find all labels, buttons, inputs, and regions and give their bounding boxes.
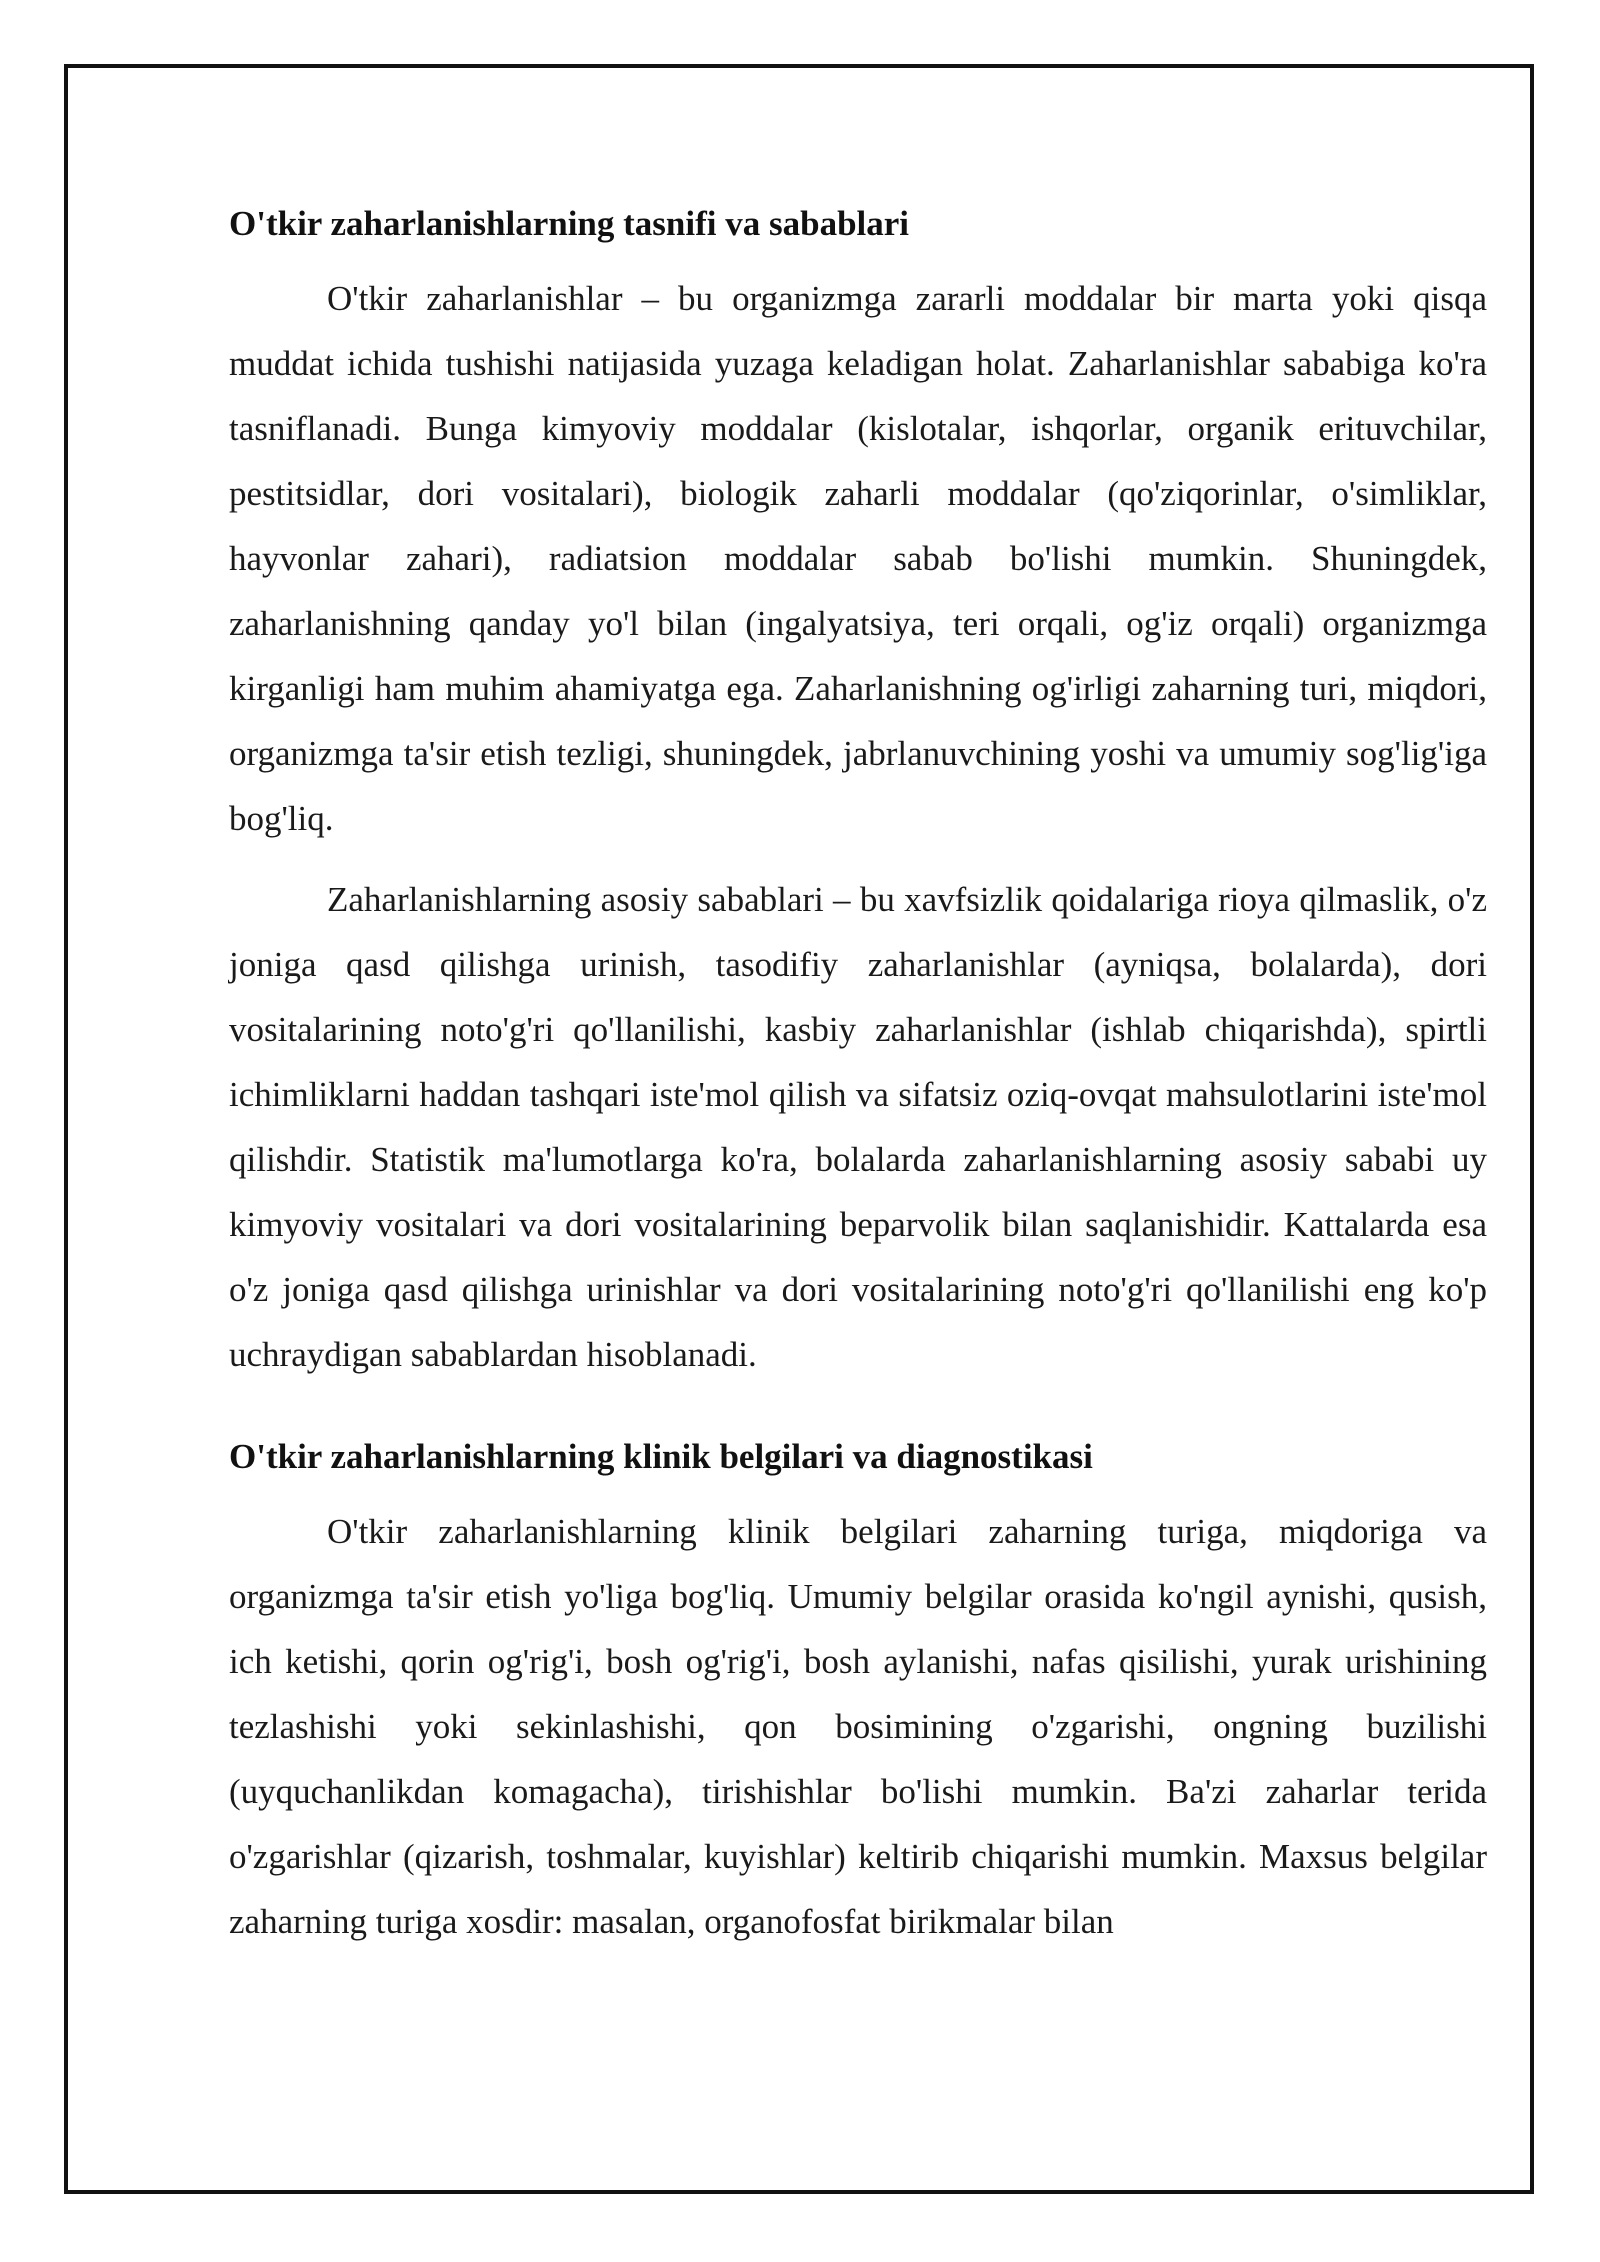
paragraph-definition: O'tkir zaharlanishlar – bu organizmga zararli moddalar bir marta yoki qisqa muddat ichida tushishi natijasida yuzaga keladigan holat. Zaharlanishlar sababiga ko'ra tasniflanadi. Bunga kimyoviy moddalar (kislotalar, ishqorlar, organik erituvchilar, pestitsidlar, dori vositalari), biologik zaharli moddalar (qo'ziqorinlar, o'simliklar, hayvonlar zahari), radiatsion moddalar sabab bo'lishi mumkin. Shuningdek, zaharlanishning qanday yo'l bilan (ingalyatsiya, teri orqali, og'iz orqali) organizmga kirganligi ham muhim ahamiyatga ega. Zaharlanishning og'irligi zaharning turi, miqdori, organizmga ta'sir etish tezligi, shuningdek, jabrlanuvchining yoshi va umumiy sog'lig'iga bog'liq. bbox=[229, 279, 1487, 838]
section-heading-classification: O'tkir zaharlanishlarning tasnifi va sabablari bbox=[229, 204, 910, 243]
section-heading-clinical-signs: O'tkir zaharlanishlarning klinik belgilari va diagnostikasi bbox=[229, 1437, 1093, 1476]
paragraph-clinical-signs: O'tkir zaharlanishlarning klinik belgilari zaharning turiga, miqdoriga va organizmga ta'sir etish yo'liga bog'liq. Umumiy belgilar orasida ko'ngil aynishi, qusish, ich ketishi, qorin og'rig'i, bosh og'rig'i, bosh aylanishi, nafas qisilishi, yurak urishining tezlashishi yoki sekinlashishi, qon bosimining o'zgarishi, ongning buzilishi (uyquchanlikdan komagacha), tirishishlar bo'lishi mumkin. Ba'zi zaharlar terida o'zgarishlar (qizarish, toshmalar, kuyishlar) keltirib chiqarishi mumkin. Maxsus belgilar zaharning turiga xosdir: masalan, organofosfat birikmalar bilan bbox=[229, 1512, 1487, 1941]
paragraph-causes: Zaharlanishlarning asosiy sabablari – bu xavfsizlik qoidalariga rioya qilmaslik, o'z joniga qasd qilishga urinish, tasodifiy zaharlanishlar (ayniqsa, bolalarda), dori vositalarining noto'g'ri qo'llanilishi, kasbiy zaharlanishlar (ishlab chiqarishda), spirtli ichimliklarni haddan tashqari iste'mol qilish va sifatsiz oziq-ovqat mahsulotlarini iste'mol qilishdir. Statistik ma'lumotlarga ko'ra, bolalarda zaharlanishlarning asosiy sababi uy kimyoviy vositalari va dori vositalarining beparvolik bilan saqlanishidir. Kattalarda esa o'z joniga qasd qilishga urinishlar va dori vositalarining noto'g'ri qo'llanilishi eng ko'p uchraydigan sabablardan hisoblanadi. bbox=[229, 880, 1487, 1374]
document-body bbox=[229, 196, 1487, 1970]
